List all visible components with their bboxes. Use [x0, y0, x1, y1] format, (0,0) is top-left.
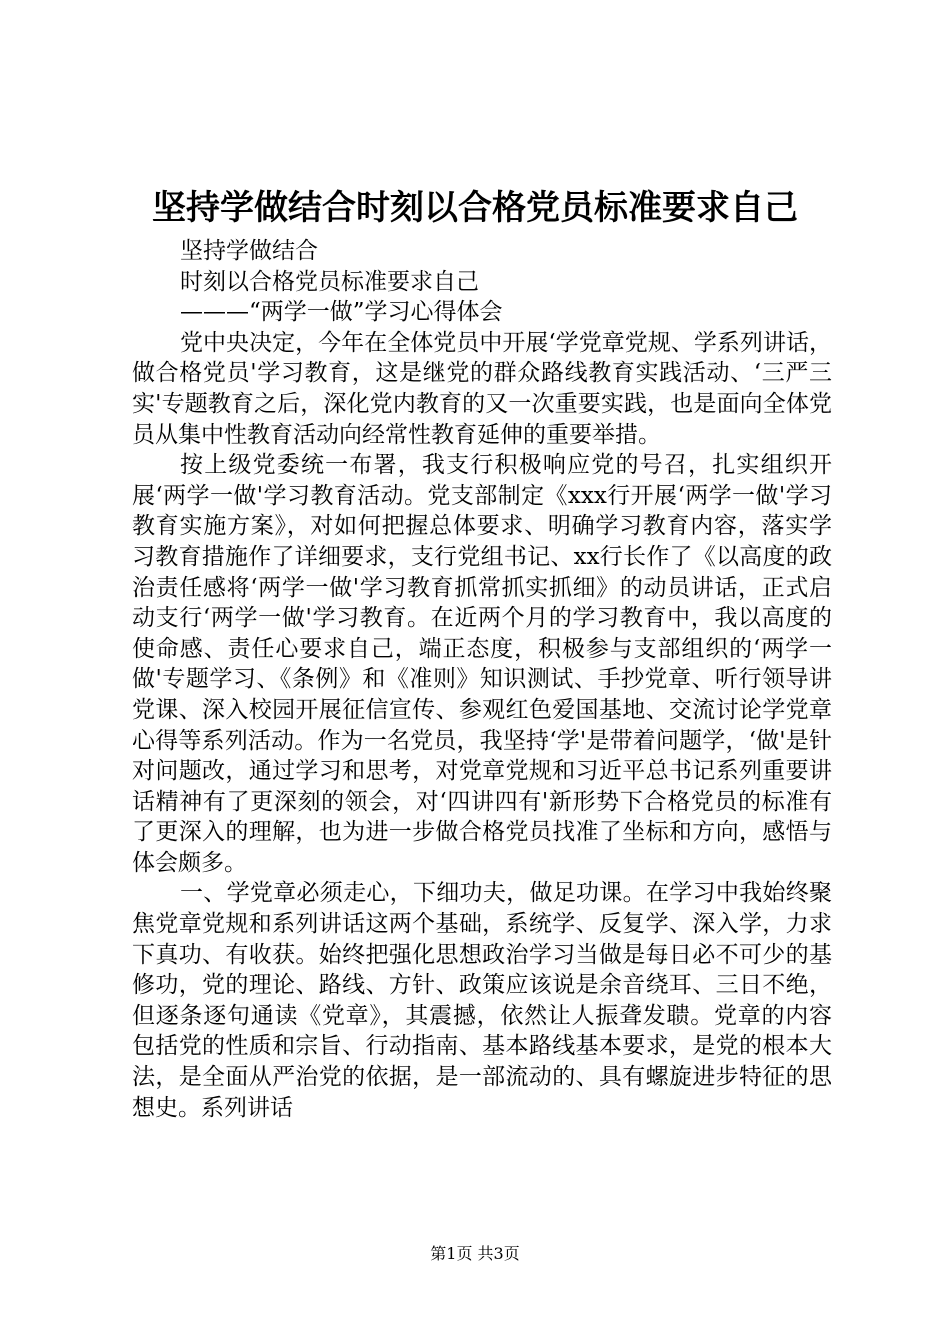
subtitle-line-2: 时刻以合格党员标准要求自己: [180, 268, 479, 295]
subtitle-line-3: ———“两学一做”学习心得体会: [180, 299, 503, 326]
paragraph-3: 一、学党章必须走心，下细功夫，做足功课。在学习中我始终聚焦党章党规和系列讲话这两个基础，系统学、反复学、深入学，力求下真功、有收获。始终把强化思想政治学习当做是每日必不可少的基修功，党的理论、路线、方针、政策应该说是余音绕耳、三日不绝，但逐条逐句通读《党章》，其震撼，依然让人振聋发聩。党章的内容包括党的性质和宗旨、行动指南、基本路线基本要求，是党的根本大法，是全面从严治党的依据，是一部流动的、具有螺旋进步特征的思想史。系列讲话: [132, 880, 832, 1121]
paragraph-1: 党中央决定，今年在全体党员中开展‘学党章党规、学系列讲话，做合格党员'学习教育，这是继党的群众路线教育实践活动、‘三严三实'专题教育之后，深化党内教育的又一次重要实践，也是面向全体党员从集中性教育活动向经常性教育延伸的重要举措。: [132, 329, 832, 448]
document-title: 坚持学做结合时刻以合格党员标准要求自己: [152, 188, 798, 228]
document-body: [132, 236, 832, 1123]
subtitle-line-1: 坚持学做结合: [180, 238, 318, 264]
paragraph-2: 按上级党委统一布署，我支行积极响应党的号召，扎实组织开展‘两学一做'学习教育活动。党支部制定《xxx行开展‘两学一做'学习教育实施方案》，对如何把握总体要求、明确学习教育内容，落实学习教育措施作了详细要求，支行党组书记、xx行长作了《以高度的政治责任感将‘两学一做'学习教育抓常抓实抓细》的动员讲话，正式启动支行‘两学一做'学习教育。在近两个月的学习教育中，我以高度的使命感、责任心要求自己，端正态度，积极参与支部组织的‘两学一做'专题学习、《条例》和《准则》知识测试、手抄党章、听行领导讲党课、深入校园开展征信宣传、参观红色爱国基地、交流讨论学党章心得等系列活动。作为一名党员，我坚持‘学'是带着问题学，‘做'是针对问题改，通过学习和思考，对党章党规和习近平总书记系列重要讲话精神有了更深刻的领会，对‘四讲四有'新形势下合格党员的标准有了更深入的理解，也为进一步做合格党员找准了坐标和方向，感悟与体会颇多。: [132, 452, 832, 876]
page-footer: 第1页 共3页: [430, 1244, 520, 1263]
